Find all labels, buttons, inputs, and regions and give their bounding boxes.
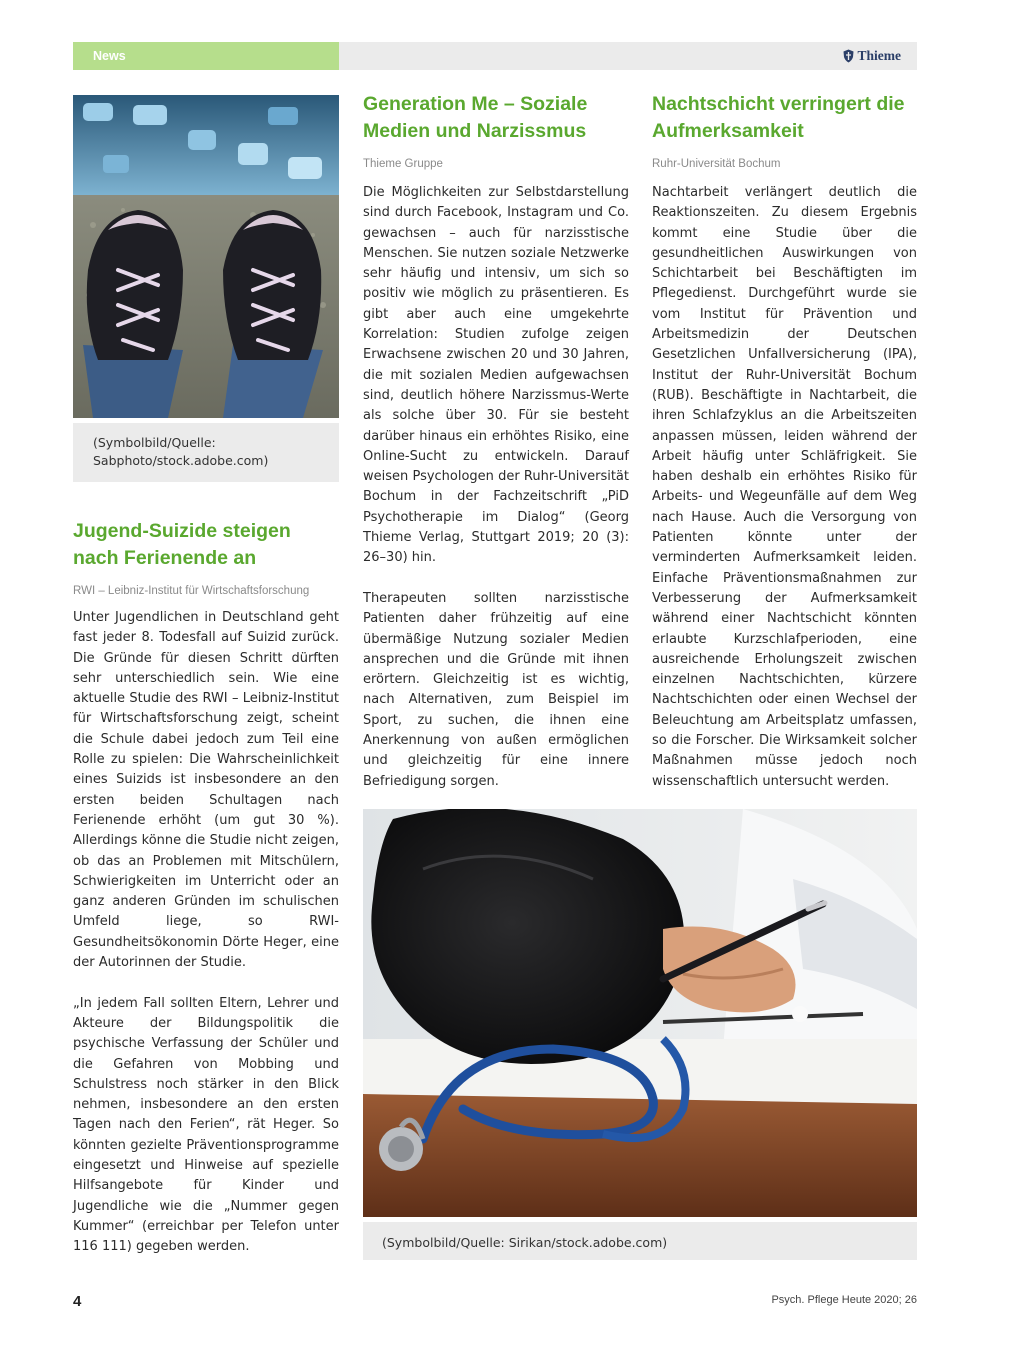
article-title: Jugend-Suizide steigen nach Ferienende an bbox=[73, 520, 291, 569]
image-caption: (Symbolbild/Quelle: Sabphoto/stock.adobe.com) bbox=[73, 423, 339, 482]
paragraph: Nachtarbeit verlängert deutlich die Reaktionszeiten. Zu diesem Ergebnis kommt eine Studie über die gesundheitlichen Auswirkungen von Schichtarbeit bei Beschäftigten im Pflegedienst. Durchgeführt wurde sie vom Institut für Prävention und Arbeitsmedizin der Deutschen Gesetzlichen Unfallversicherung (IPA), Institut der Ruhr-Universität Bochum (RUB). Beschäftigte in Nachtarbeit, die ihren Schlafzyklus an die Arbeitszeiten anpassen müssen, leiden während der Arbeit häufig unter Schläfrigkeit. Sie haben deshalb ein erhöhtes Risiko für Arbeits- und Wegeunfälle auf dem Weg nach Hause. Auch die Versorgung von Patienten könnte unter der verminderten Aufmerksamkeit leiden. Einfache Präventionsmaßnahmen zur Verbesserung der Aufmerksamkeit während einer Nachtschicht könnten erlaubte Kurzschlafperioden, eine ausreichende Erholungszeit zwischen einzelnen Nachtschichten, kürzere Nachtschichten oder einen Wechsel der Beleuchtung am Arbeitsplatz umfassen, so die Forscher. Die Wirksamkeit solcher Maßnahmen müsse jedoch noch wissenschaftlich untersucht werden. bbox=[652, 185, 917, 789]
article-source: Thieme Gruppe bbox=[363, 158, 443, 170]
page-number: 4 bbox=[73, 1293, 82, 1310]
header-bar bbox=[73, 42, 917, 70]
image-caption: (Symbolbild/Quelle: Sirikan/stock.adobe.com) bbox=[363, 1222, 917, 1260]
article-title: Generation Me – Soziale Medien und Narzissmus bbox=[363, 93, 588, 142]
article-title: Nachtschicht verringert die Aufmerksamkeit bbox=[652, 93, 905, 142]
paragraph: Therapeuten sollten narzisstische Patienten daher frühzeitig auf eine übermäßige Nutzung sozialer Medien ansprechen und die Gründe mit ihnen erörtern. Gleichzeitig ist es wichtig, nach Alternativen, zum Beispiel im Sport, zu suchen, die ihnen eine Anerkennung von außen ermöglichen und gleichzeitig für eine innere Befriedigung sorgen. bbox=[363, 590, 629, 789]
article-source: Ruhr-Universität Bochum bbox=[652, 158, 781, 170]
article-body bbox=[73, 608, 339, 1258]
section-label: News bbox=[73, 42, 339, 70]
article-middle bbox=[363, 91, 629, 792]
paragraph: Unter Jugendlichen in Deutschland geht fast jeder 8. Todesfall auf Suizid zurück. Die Gründe für diesen Schritt dürften sehr unterschiedlich sein. Wie eine aktuelle Studie des RWI – Leibniz-Institut für Wirtschaftsforschung zeigt, scheint die Schule dabei jedoch zum Teil eine Rolle zu spielen: Die Wahrscheinlichkeit eines Suizids ist insbesondere an den ersten beiden Schultagen nach Ferienende erhöht (um gut 30 %). Allerdings könne die Studie nicht zeigen, ob das an Problemen mit Mitschülern, Schwierigkeiten im Unterricht oder an ganz anderen Gründen im schulischen Umfeld liege, so RWI-Gesundheitsökonomin Dörte Heger, eine der Autorinnen der Studie. bbox=[73, 610, 339, 971]
article-body bbox=[363, 183, 629, 792]
thieme-crest-icon bbox=[843, 49, 854, 63]
article-right bbox=[652, 91, 917, 792]
article-source: RWI – Leibniz-Institut für Wirtschaftsforschung bbox=[73, 585, 310, 597]
journal-citation: Psych. Pflege Heute 2020; 26 bbox=[771, 1294, 917, 1306]
article-body bbox=[652, 183, 917, 792]
publisher-logo bbox=[843, 42, 902, 70]
paragraph: „In jedem Fall sollten Eltern, Lehrer und Akteure der Bildungspolitik die psychische Verfassung der Schüler und die Gefahren von Mobbing und Schulstress noch stärker in den Blick nehmen, insbesondere an den ersten Tagen nach den Ferien“, rät Heger. So könnten gezielte Präventionsprogramme eingesetzt und Hinweise auf spezielle Hilfsangebote für Kinder und Jugendliche wie die „Nummer gegen Kummer“ (erreichbar per Telefon unter 116 111) gegeben werden. bbox=[73, 995, 339, 1255]
article-left bbox=[73, 518, 339, 1258]
sneakers-photo bbox=[73, 95, 339, 418]
nurse-sleeping-photo bbox=[363, 809, 917, 1217]
paragraph: Die Möglichkeiten zur Selbstdarstellung sind durch Facebook, Instagram und Co. gewachsen – auch für narzisstische Menschen. Sie nutzen soziale Netzwerke sehr häufig und intensiv, um sich so positiv wie möglich zu präsentieren. Es gibt aber auch eine umgekehrte Korrelation: Studien zufolge zeigen Erwachsene zwischen 20 und 30 Jahren, die mit sozialen Medien aufgewachsen sind, deutlich höhere Narzissmus-Werte als solche über 30. Für sie besteht darüber hinaus ein erhöhtes Risiko, eine Online-Sucht zu entwickeln. Darauf weisen Psychologen der Ruhr-Universität Bochum in der Fachzeitschrift „PiD Psychotherapie im Dialog“ (Georg Thieme Verlag, Stuttgart 2019; 20 (3): 26–30) hin. bbox=[363, 185, 629, 566]
brand-name: Thieme bbox=[857, 48, 901, 63]
